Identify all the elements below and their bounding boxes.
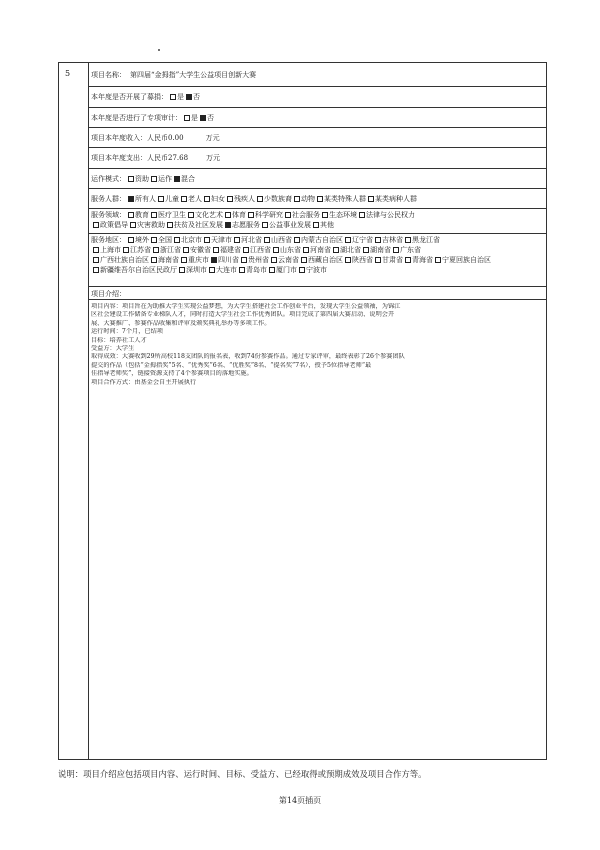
service-groups-label: 服务人群： bbox=[91, 194, 126, 203]
service-region-option-label: 甘肃省 bbox=[382, 256, 403, 264]
service-region-option-label: 青岛市 bbox=[246, 266, 267, 274]
service-field-option-label: 文化艺术 bbox=[195, 211, 223, 219]
service-region-line bbox=[91, 235, 546, 245]
operation-mode-fund-label: 资助 bbox=[135, 174, 149, 183]
service-region-option-checkbox[interactable] bbox=[93, 247, 99, 253]
service-region-option-checkbox[interactable] bbox=[393, 247, 399, 253]
service-region-option-checkbox[interactable] bbox=[301, 257, 307, 263]
service-region-option-label: 河南省 bbox=[310, 246, 331, 254]
service-field-line bbox=[91, 210, 546, 220]
service-field-line bbox=[91, 220, 546, 230]
intro-line: 取得成效：大赛收到29所高校118支团队的报名表，收到74份参赛作品。通过专家评审，最终表彰了26个参赛团队 bbox=[91, 353, 405, 361]
service-group-checkbox[interactable] bbox=[128, 196, 134, 202]
service-region-option-checkbox[interactable] bbox=[375, 257, 381, 263]
service-field-option-label: 灾害救助 bbox=[137, 221, 165, 229]
expense-amount: 27.68 bbox=[168, 154, 189, 162]
service-field-option-checkbox[interactable] bbox=[225, 212, 231, 218]
service-region-option-label: 北京市 bbox=[181, 236, 202, 244]
service-group-label: 儿童 bbox=[165, 194, 179, 203]
service-region-option-label: 上海市 bbox=[100, 246, 121, 254]
service-region-option-label: 西藏自治区 bbox=[308, 256, 343, 264]
service-region-heading: 服务地区： bbox=[91, 236, 126, 244]
service-region-option-checkbox[interactable] bbox=[239, 267, 245, 273]
fundraising-yes-label: 是 bbox=[177, 93, 184, 101]
service-region-option-checkbox[interactable] bbox=[179, 267, 185, 273]
service-region-option-label: 江苏省 bbox=[130, 246, 151, 254]
service-region-option-label: 吉林省 bbox=[382, 236, 403, 244]
service-region-option-label: 陕西省 bbox=[352, 256, 373, 264]
service-group-checkbox[interactable] bbox=[294, 196, 300, 202]
service-region-option-checkbox[interactable] bbox=[93, 267, 99, 273]
service-groups-row bbox=[88, 189, 546, 209]
service-region-option-label: 深圳市 bbox=[186, 266, 207, 274]
service-region-option-label: 辽宁省 bbox=[352, 236, 373, 244]
row-number-cell bbox=[59, 63, 89, 759]
page-number: 第14页插页 bbox=[278, 796, 322, 805]
service-group-checkbox[interactable] bbox=[204, 196, 210, 202]
service-group-label: 动物 bbox=[301, 194, 315, 203]
service-region-option-label: 天津市 bbox=[211, 236, 232, 244]
service-fields-row bbox=[88, 209, 546, 234]
service-region-option-checkbox[interactable] bbox=[363, 247, 369, 253]
service-region-option-label: 海南省 bbox=[158, 256, 179, 264]
project-name-row bbox=[88, 63, 546, 87]
service-region-option-checkbox[interactable] bbox=[209, 267, 215, 273]
operation-mode-mixed-checkbox[interactable] bbox=[174, 176, 180, 182]
service-region-option-label: 湖南省 bbox=[370, 246, 391, 254]
service-region-line bbox=[91, 255, 546, 265]
service-region-option-checkbox[interactable] bbox=[93, 257, 99, 263]
intro-line: 运行时间：7个月，已结项 bbox=[91, 328, 163, 336]
service-region-option-label: 新疆维吾尔自治区民政厅 bbox=[100, 266, 177, 274]
service-region-option-label: 青海省 bbox=[412, 256, 433, 264]
service-region-option-label: 全国 bbox=[158, 236, 172, 244]
service-field-option-checkbox[interactable] bbox=[93, 222, 99, 228]
service-region-option-label: 黑龙江省 bbox=[412, 236, 440, 244]
service-region-option-checkbox[interactable] bbox=[183, 247, 189, 253]
service-region-option-checkbox[interactable] bbox=[174, 237, 180, 243]
service-region-option-checkbox[interactable] bbox=[269, 267, 275, 273]
service-group-label: 残疾人 bbox=[234, 194, 255, 203]
fundraising-question: 本年度是否开展了募捐： bbox=[91, 93, 168, 101]
service-region-option-checkbox[interactable] bbox=[123, 247, 129, 253]
service-group-label: 所有人 bbox=[135, 194, 156, 203]
service-region-option-checkbox[interactable] bbox=[204, 237, 210, 243]
audit-no-label: 否 bbox=[207, 113, 214, 122]
operation-mode-row bbox=[88, 169, 546, 189]
scan-speck bbox=[158, 49, 160, 51]
service-region-option-label: 江西省 bbox=[250, 246, 271, 254]
service-field-option-label: 法律与公民权力 bbox=[366, 211, 415, 219]
service-field-option-checkbox[interactable] bbox=[128, 212, 134, 218]
service-field-option-checkbox[interactable] bbox=[285, 212, 291, 218]
service-group-checkbox[interactable] bbox=[227, 196, 233, 202]
service-field-option-checkbox[interactable] bbox=[313, 222, 319, 228]
service-region-option-checkbox[interactable] bbox=[405, 237, 411, 243]
service-region-option-label: 内蒙古自治区 bbox=[301, 236, 343, 244]
operation-mode-fund-checkbox[interactable] bbox=[128, 176, 134, 182]
service-region-option-label: 云南省 bbox=[278, 256, 299, 264]
service-region-option-checkbox[interactable] bbox=[375, 237, 381, 243]
service-region-option-label: 湖北省 bbox=[340, 246, 361, 254]
service-field-option-label: 科学研究 bbox=[255, 211, 283, 219]
service-region-option-checkbox[interactable] bbox=[333, 247, 339, 253]
income-row bbox=[88, 128, 546, 148]
service-group-label: 少数族裔 bbox=[264, 194, 292, 203]
service-region-option-checkbox[interactable] bbox=[151, 257, 157, 263]
service-field-option-label: 公益事业发展 bbox=[269, 221, 311, 229]
service-field-option-checkbox[interactable] bbox=[151, 212, 157, 218]
fundraising-yes-checkbox[interactable] bbox=[170, 94, 176, 100]
audit-row bbox=[88, 108, 546, 128]
expense-label: 项目本年度支出： bbox=[91, 154, 147, 162]
intro-line: 目标：培养社工人才 bbox=[91, 336, 147, 344]
service-region-option-label: 宁波市 bbox=[306, 266, 327, 274]
service-region-option-checkbox[interactable] bbox=[273, 247, 279, 253]
service-region-option-label: 境外 bbox=[135, 236, 149, 244]
operation-mode-operate-label: 运作 bbox=[158, 174, 172, 183]
intro-line: 展、大赛推广、参赛作品收集和评审及颁奖典礼举办等多项工作。 bbox=[91, 319, 271, 327]
service-field-option-label: 体育 bbox=[232, 211, 246, 219]
service-region-option-label: 山西省 bbox=[271, 236, 292, 244]
service-region-option-label: 四川省 bbox=[218, 256, 239, 264]
service-regions-row bbox=[88, 234, 546, 287]
footnote: 说明：项目介绍应包括项目内容、运行时间、目标、受益方、已经取得或预期成效及项目合作方等。 bbox=[58, 769, 427, 779]
intro-divider bbox=[88, 299, 546, 300]
service-group-checkbox[interactable] bbox=[317, 196, 323, 202]
service-region-option-label: 安徽省 bbox=[190, 246, 211, 254]
income-amount: 0.00 bbox=[168, 133, 184, 142]
service-region-option-checkbox[interactable] bbox=[243, 247, 249, 253]
service-region-option-checkbox[interactable] bbox=[345, 237, 351, 243]
service-region-option-checkbox[interactable] bbox=[211, 257, 217, 263]
service-region-option-checkbox[interactable] bbox=[128, 237, 134, 243]
fundraising-row bbox=[88, 87, 546, 108]
service-field-option-label: 教育 bbox=[135, 211, 149, 219]
intro-title: 项目介绍： bbox=[91, 290, 126, 297]
operation-mode-label: 运作模式： bbox=[91, 174, 126, 183]
expense-currency: 人民币 bbox=[147, 154, 168, 162]
service-region-option-checkbox[interactable] bbox=[241, 257, 247, 263]
service-region-option-checkbox[interactable] bbox=[151, 237, 157, 243]
service-group-checkbox[interactable] bbox=[257, 196, 263, 202]
operation-mode-operate-checkbox[interactable] bbox=[151, 176, 157, 182]
intro-line: 区社会建设工作储备专业梯队人才，同时打造大学生社会工作优秀团队。项目完成了第四届大赛启动、说明会开 bbox=[91, 311, 395, 319]
service-region-line bbox=[91, 245, 546, 255]
service-region-option-checkbox[interactable] bbox=[303, 247, 309, 253]
service-region-option-checkbox[interactable] bbox=[153, 247, 159, 253]
fundraising-no-checkbox[interactable] bbox=[186, 94, 192, 100]
service-regions-list bbox=[91, 235, 546, 275]
service-region-option-checkbox[interactable] bbox=[271, 257, 277, 263]
service-group-checkbox[interactable] bbox=[368, 196, 374, 202]
intro-body bbox=[88, 301, 546, 759]
intro-line: 项目合作方式：由基金会自主开展执行 bbox=[91, 378, 197, 386]
service-field-option-checkbox[interactable] bbox=[167, 222, 173, 228]
service-region-option-label: 重庆市 bbox=[188, 256, 209, 264]
service-field-option-label: 扶贫及社区发展 bbox=[174, 221, 223, 229]
service-region-option-checkbox[interactable] bbox=[264, 237, 270, 243]
service-group-checkbox[interactable] bbox=[158, 196, 164, 202]
intro-line: 受益方：大学生 bbox=[91, 345, 135, 353]
service-region-option-label: 广西壮族自治区 bbox=[100, 256, 149, 264]
operation-mode-mixed-label: 混合 bbox=[181, 174, 195, 183]
service-region-option-label: 河北省 bbox=[241, 236, 262, 244]
audit-question: 本年度是否进行了专项审计： bbox=[91, 113, 182, 122]
service-region-option-checkbox[interactable] bbox=[299, 267, 305, 273]
service-field-option-label: 志愿服务 bbox=[232, 221, 260, 229]
service-region-option-label: 浙江省 bbox=[160, 246, 181, 254]
intro-line: 提交的作品（包括“金拇指奖”5名、“优秀奖”6名、“优胜奖”8名、“提名奖”7名），授予5位指导老师“最 bbox=[91, 361, 372, 369]
fundraising-no-label: 否 bbox=[193, 93, 200, 101]
income-label: 项目本年度收入：人民币 bbox=[91, 133, 168, 142]
service-groups-list bbox=[126, 194, 417, 204]
service-region-option-label: 山东省 bbox=[280, 246, 301, 254]
service-region-option-label: 大连市 bbox=[216, 266, 237, 274]
service-field-option-checkbox[interactable] bbox=[262, 222, 268, 228]
audit-no-checkbox[interactable] bbox=[200, 115, 206, 121]
project-content-cell bbox=[88, 63, 546, 759]
service-region-option-checkbox[interactable] bbox=[213, 247, 219, 253]
income-unit: 万元 bbox=[205, 133, 220, 142]
project-table bbox=[58, 62, 547, 760]
service-region-option-checkbox[interactable] bbox=[181, 257, 187, 263]
service-field-option-checkbox[interactable] bbox=[359, 212, 365, 218]
audit-yes-label: 是 bbox=[191, 113, 198, 122]
service-field-option-checkbox[interactable] bbox=[130, 222, 136, 228]
intro-line: 项目内容：项目旨在为助推大学生实现公益梦想，为大学生搭建社会工作创业平台，发现大学生公益领袖，为锦江 bbox=[91, 303, 401, 310]
service-group-checkbox[interactable] bbox=[181, 196, 187, 202]
service-region-option-checkbox[interactable] bbox=[435, 257, 441, 263]
service-region-option-checkbox[interactable] bbox=[405, 257, 411, 263]
service-field-option-checkbox[interactable] bbox=[248, 212, 254, 218]
service-field-option-label: 其他 bbox=[320, 221, 334, 229]
service-field-option-checkbox[interactable] bbox=[225, 222, 231, 228]
service-field-option-label: 医疗卫生 bbox=[158, 211, 186, 219]
service-region-option-label: 贵州省 bbox=[248, 256, 269, 264]
service-region-line bbox=[91, 265, 546, 275]
service-region-option-label: 厦门市 bbox=[276, 266, 297, 274]
service-group-label: 某类特殊人群 bbox=[324, 194, 366, 203]
service-region-option-label: 广东省 bbox=[400, 246, 421, 254]
project-name-value: 第四届“金拇指”大学生公益项目创新大赛 bbox=[130, 70, 257, 79]
service-region-option-checkbox[interactable] bbox=[294, 237, 300, 243]
audit-yes-checkbox[interactable] bbox=[184, 115, 190, 121]
service-region-option-checkbox[interactable] bbox=[345, 257, 351, 263]
service-field-option-checkbox[interactable] bbox=[322, 212, 328, 218]
intro-line: 佳指导老师奖”，链接资源支持了4个参赛项目的落地实施。 bbox=[91, 370, 253, 378]
service-field-option-checkbox[interactable] bbox=[188, 212, 194, 218]
service-field-option-label: 生态环境 bbox=[329, 211, 357, 219]
service-region-option-label: 宁夏回族自治区 bbox=[442, 256, 491, 264]
service-field-option-label: 社会服务 bbox=[292, 211, 320, 219]
expense-row bbox=[88, 148, 546, 169]
service-group-label: 老人 bbox=[188, 194, 202, 203]
intro-title-row bbox=[88, 287, 546, 297]
service-field-option-label: 政策倡导 bbox=[100, 221, 128, 229]
project-name-label: 项目名称： bbox=[91, 70, 126, 79]
expense-unit: 万元 bbox=[206, 154, 221, 162]
service-region-option-label: 福建省 bbox=[220, 246, 241, 254]
service-field-heading: 服务领域： bbox=[91, 211, 126, 219]
service-fields-list bbox=[91, 210, 546, 230]
service-region-option-checkbox[interactable] bbox=[234, 237, 240, 243]
row-number: 5 bbox=[65, 69, 71, 78]
service-group-label: 妇女 bbox=[211, 194, 225, 203]
service-group-label: 某类病种人群 bbox=[375, 194, 417, 203]
